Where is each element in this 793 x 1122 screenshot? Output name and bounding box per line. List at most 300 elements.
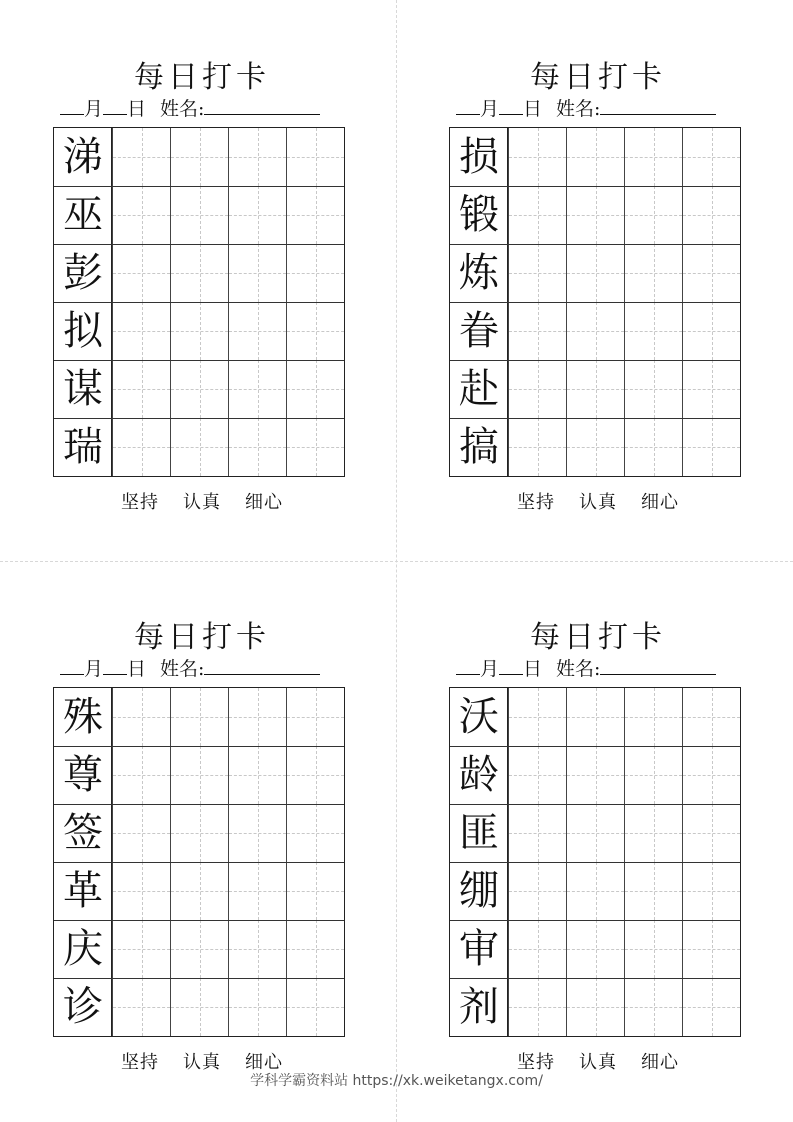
practice-card xyxy=(52,58,352,518)
practice-cell[interactable] xyxy=(508,688,566,746)
motto-word: 坚持 xyxy=(121,492,159,513)
grid-row xyxy=(54,302,344,360)
practice-cell[interactable] xyxy=(228,418,286,476)
practice-cell[interactable] xyxy=(286,128,344,186)
row-separator xyxy=(450,360,740,361)
guide-line-horizontal xyxy=(113,215,170,216)
practice-cell[interactable] xyxy=(112,862,170,920)
model-char-cell xyxy=(54,186,112,244)
practice-cell[interactable] xyxy=(624,804,682,862)
practice-cell[interactable] xyxy=(170,360,228,418)
guide-line-horizontal xyxy=(171,775,228,776)
motto-line xyxy=(448,488,748,514)
guide-line-horizontal xyxy=(509,389,566,390)
practice-cell[interactable] xyxy=(170,302,228,360)
practice-cell[interactable] xyxy=(112,302,170,360)
guide-line-horizontal xyxy=(229,949,286,950)
practice-cell[interactable] xyxy=(624,978,682,1036)
model-char-cell xyxy=(450,804,508,862)
practice-cell[interactable] xyxy=(682,746,740,804)
motto-line xyxy=(52,488,352,514)
practice-cell[interactable] xyxy=(508,360,566,418)
guide-line-horizontal xyxy=(113,273,170,274)
practice-cell[interactable] xyxy=(112,418,170,476)
motto-word: 细心 xyxy=(245,492,283,513)
practice-cell[interactable] xyxy=(566,418,624,476)
guide-line-horizontal xyxy=(567,447,624,448)
guide-line-horizontal xyxy=(287,949,344,950)
practice-cell[interactable] xyxy=(228,920,286,978)
guide-line-horizontal xyxy=(113,389,170,390)
practice-cell[interactable] xyxy=(682,302,740,360)
guide-line-horizontal xyxy=(625,157,682,158)
practice-cell[interactable] xyxy=(682,804,740,862)
row-separator xyxy=(54,746,344,747)
practice-cell[interactable] xyxy=(228,862,286,920)
guide-line-horizontal xyxy=(625,273,682,274)
guide-line-horizontal xyxy=(567,717,624,718)
practice-cell[interactable] xyxy=(170,688,228,746)
guide-line-horizontal xyxy=(625,1007,682,1008)
name-label: 姓名: xyxy=(160,98,205,120)
month-label: 月 xyxy=(84,98,104,120)
practice-cell[interactable] xyxy=(624,418,682,476)
model-char-cell xyxy=(54,978,112,1036)
writing-grid xyxy=(53,127,345,477)
grid-row xyxy=(54,920,344,978)
month-blank[interactable] xyxy=(456,96,480,115)
model-char-cell xyxy=(450,302,508,360)
model-char-cell xyxy=(450,418,508,476)
guide-line-horizontal xyxy=(509,215,566,216)
model-character: 签 xyxy=(63,810,103,856)
model-character: 审 xyxy=(459,926,499,972)
practice-cell[interactable] xyxy=(624,244,682,302)
practice-cell[interactable] xyxy=(566,862,624,920)
practice-card xyxy=(448,58,748,518)
writing-grid xyxy=(449,687,741,1037)
guide-line-horizontal xyxy=(229,833,286,834)
guide-line-horizontal xyxy=(171,215,228,216)
model-char-cell xyxy=(54,302,112,360)
grid-row xyxy=(450,186,740,244)
practice-cell[interactable] xyxy=(566,360,624,418)
month-blank[interactable] xyxy=(60,96,84,115)
motto-word: 细心 xyxy=(641,1052,679,1073)
practice-cell[interactable] xyxy=(170,862,228,920)
day-blank[interactable] xyxy=(103,96,127,115)
practice-cell[interactable] xyxy=(682,418,740,476)
model-character: 沃 xyxy=(459,694,499,740)
guide-line-horizontal xyxy=(229,215,286,216)
practice-cell[interactable] xyxy=(286,804,344,862)
practice-cell[interactable] xyxy=(228,186,286,244)
guide-line-horizontal xyxy=(625,775,682,776)
row-separator xyxy=(450,920,740,921)
practice-cell[interactable] xyxy=(682,360,740,418)
model-character: 庆 xyxy=(63,926,103,972)
grid-row xyxy=(450,804,740,862)
motto-word: 认真 xyxy=(579,492,617,513)
practice-cell[interactable] xyxy=(682,244,740,302)
card-title: 每日打卡 xyxy=(134,60,270,95)
guide-line-horizontal xyxy=(113,157,170,158)
model-character: 拟 xyxy=(63,308,103,354)
grid-row xyxy=(54,244,344,302)
guide-line-horizontal xyxy=(171,833,228,834)
model-character: 龄 xyxy=(459,752,499,798)
month-label: 月 xyxy=(84,658,104,680)
motto-word: 认真 xyxy=(579,1052,617,1073)
guide-line-horizontal xyxy=(171,273,228,274)
row-separator xyxy=(450,244,740,245)
guide-line-horizontal xyxy=(625,833,682,834)
model-character: 赴 xyxy=(459,366,499,412)
practice-cell[interactable] xyxy=(112,688,170,746)
practice-cell[interactable] xyxy=(566,688,624,746)
practice-cell[interactable] xyxy=(566,920,624,978)
practice-cell[interactable] xyxy=(112,746,170,804)
motto-word: 细心 xyxy=(245,1052,283,1073)
practice-card xyxy=(52,618,352,1078)
model-character: 彭 xyxy=(63,250,103,296)
practice-cell[interactable] xyxy=(286,688,344,746)
practice-cell[interactable] xyxy=(170,418,228,476)
practice-cell[interactable] xyxy=(228,360,286,418)
guide-line-horizontal xyxy=(229,273,286,274)
practice-cell[interactable] xyxy=(170,186,228,244)
practice-cell[interactable] xyxy=(566,804,624,862)
row-separator xyxy=(450,186,740,187)
practice-cell[interactable] xyxy=(228,302,286,360)
practice-card xyxy=(448,618,748,1078)
practice-cell[interactable] xyxy=(508,128,566,186)
date-name-line xyxy=(456,656,746,682)
guide-line-horizontal xyxy=(625,215,682,216)
model-char-cell xyxy=(54,862,112,920)
month-label: 月 xyxy=(480,98,500,120)
guide-line-horizontal xyxy=(113,775,170,776)
grid-row xyxy=(450,978,740,1036)
grid-row xyxy=(450,418,740,476)
practice-cell[interactable] xyxy=(624,360,682,418)
grid-row xyxy=(450,862,740,920)
practice-cell[interactable] xyxy=(624,128,682,186)
grid-row xyxy=(54,804,344,862)
practice-cell[interactable] xyxy=(170,128,228,186)
practice-cell[interactable] xyxy=(112,978,170,1036)
name-label: 姓名: xyxy=(556,98,601,120)
day-label: 日 xyxy=(523,658,543,680)
guide-line-horizontal xyxy=(509,891,566,892)
practice-cell[interactable] xyxy=(508,302,566,360)
model-character: 涕 xyxy=(63,134,103,180)
practice-cell[interactable] xyxy=(682,862,740,920)
practice-cell[interactable] xyxy=(286,418,344,476)
guide-line-horizontal xyxy=(229,775,286,776)
model-character: 革 xyxy=(63,868,103,914)
grid-row xyxy=(450,302,740,360)
practice-cell[interactable] xyxy=(682,978,740,1036)
guide-line-horizontal xyxy=(683,1007,740,1008)
practice-cell[interactable] xyxy=(170,746,228,804)
guide-line-horizontal xyxy=(509,447,566,448)
practice-cell[interactable] xyxy=(624,920,682,978)
guide-line-horizontal xyxy=(287,717,344,718)
motto-word: 认真 xyxy=(183,492,221,513)
practice-cell[interactable] xyxy=(566,302,624,360)
day-label: 日 xyxy=(127,98,147,120)
practice-cell[interactable] xyxy=(228,804,286,862)
model-character: 搞 xyxy=(459,424,499,470)
practice-cell[interactable] xyxy=(566,244,624,302)
day-blank[interactable] xyxy=(499,656,523,675)
guide-line-horizontal xyxy=(113,949,170,950)
practice-cell[interactable] xyxy=(112,360,170,418)
guide-line-horizontal xyxy=(683,157,740,158)
guide-line-horizontal xyxy=(287,891,344,892)
practice-cell[interactable] xyxy=(286,244,344,302)
model-character: 谋 xyxy=(63,366,103,412)
practice-cell[interactable] xyxy=(286,862,344,920)
grid-row xyxy=(54,746,344,804)
model-char-cell xyxy=(450,920,508,978)
practice-cell[interactable] xyxy=(624,746,682,804)
guide-line-horizontal xyxy=(171,949,228,950)
model-character: 炼 xyxy=(459,250,499,296)
guide-line-horizontal xyxy=(683,949,740,950)
guide-line-horizontal xyxy=(567,157,624,158)
guide-line-horizontal xyxy=(287,1007,344,1008)
practice-cell[interactable] xyxy=(112,128,170,186)
day-blank[interactable] xyxy=(103,656,127,675)
guide-line-horizontal xyxy=(683,273,740,274)
guide-line-horizontal xyxy=(509,949,566,950)
model-char-cell xyxy=(54,804,112,862)
row-separator xyxy=(54,804,344,805)
guide-line-horizontal xyxy=(229,891,286,892)
guide-line-horizontal xyxy=(113,447,170,448)
guide-line-horizontal xyxy=(287,157,344,158)
motto-word: 坚持 xyxy=(517,492,555,513)
practice-cell[interactable] xyxy=(286,360,344,418)
guide-line-horizontal xyxy=(625,389,682,390)
guide-line-horizontal xyxy=(683,215,740,216)
practice-cell[interactable] xyxy=(624,302,682,360)
grid-row xyxy=(54,418,344,476)
guide-line-horizontal xyxy=(171,1007,228,1008)
row-separator xyxy=(54,244,344,245)
model-character: 尊 xyxy=(63,752,103,798)
footer-watermark: 学科学霸资料站 https://xk.weiketangx.com/ xyxy=(250,1073,543,1089)
name-label: 姓名: xyxy=(556,658,601,680)
practice-cell[interactable] xyxy=(508,978,566,1036)
guide-line-horizontal xyxy=(683,775,740,776)
guide-line-horizontal xyxy=(567,331,624,332)
practice-cell[interactable] xyxy=(682,186,740,244)
guide-line-horizontal xyxy=(567,775,624,776)
guide-line-horizontal xyxy=(625,447,682,448)
guide-line-horizontal xyxy=(567,833,624,834)
practice-cell[interactable] xyxy=(682,920,740,978)
grid-row xyxy=(54,688,344,746)
model-char-cell xyxy=(54,688,112,746)
model-char-cell xyxy=(54,746,112,804)
practice-cell[interactable] xyxy=(286,978,344,1036)
row-separator xyxy=(450,302,740,303)
guide-line-horizontal xyxy=(171,717,228,718)
practice-cell[interactable] xyxy=(112,804,170,862)
practice-cell[interactable] xyxy=(286,186,344,244)
name-blank[interactable] xyxy=(600,96,716,115)
grid-row xyxy=(450,688,740,746)
month-blank[interactable] xyxy=(456,656,480,675)
guide-line-horizontal xyxy=(509,833,566,834)
row-separator xyxy=(54,186,344,187)
practice-cell[interactable] xyxy=(170,978,228,1036)
motto-word: 坚持 xyxy=(121,1052,159,1073)
practice-cell[interactable] xyxy=(566,746,624,804)
practice-cell[interactable] xyxy=(286,746,344,804)
model-character: 巫 xyxy=(63,192,103,238)
model-character: 瑞 xyxy=(63,424,103,470)
guide-line-horizontal xyxy=(287,215,344,216)
guide-line-horizontal xyxy=(567,891,624,892)
date-name-line xyxy=(60,96,350,122)
guide-line-horizontal xyxy=(287,331,344,332)
practice-cell[interactable] xyxy=(624,688,682,746)
name-blank[interactable] xyxy=(600,656,716,675)
grid-row xyxy=(54,186,344,244)
practice-cell[interactable] xyxy=(566,978,624,1036)
guide-line-horizontal xyxy=(683,891,740,892)
month-label: 月 xyxy=(480,658,500,680)
practice-cell[interactable] xyxy=(170,920,228,978)
practice-cell[interactable] xyxy=(112,244,170,302)
practice-cell[interactable] xyxy=(228,128,286,186)
practice-cell[interactable] xyxy=(228,746,286,804)
guide-line-horizontal xyxy=(567,1007,624,1008)
model-character: 殊 xyxy=(63,694,103,740)
practice-cell[interactable] xyxy=(508,418,566,476)
model-char-cell xyxy=(450,862,508,920)
practice-cell[interactable] xyxy=(228,688,286,746)
guide-line-horizontal xyxy=(567,273,624,274)
name-blank[interactable] xyxy=(204,656,320,675)
guide-line-horizontal xyxy=(625,891,682,892)
guide-line-horizontal xyxy=(567,949,624,950)
model-char-cell xyxy=(54,920,112,978)
practice-cell[interactable] xyxy=(112,186,170,244)
guide-line-horizontal xyxy=(113,717,170,718)
guide-line-horizontal xyxy=(625,717,682,718)
guide-line-horizontal xyxy=(229,331,286,332)
guide-line-horizontal xyxy=(171,331,228,332)
model-char-cell xyxy=(54,244,112,302)
row-separator xyxy=(54,418,344,419)
practice-cell[interactable] xyxy=(566,186,624,244)
practice-cell[interactable] xyxy=(286,302,344,360)
card-title: 每日打卡 xyxy=(530,60,666,95)
date-name-line xyxy=(60,656,350,682)
practice-cell[interactable] xyxy=(682,128,740,186)
guide-line-horizontal xyxy=(113,1007,170,1008)
name-blank[interactable] xyxy=(204,96,320,115)
day-blank[interactable] xyxy=(499,96,523,115)
row-separator xyxy=(54,360,344,361)
practice-cell[interactable] xyxy=(112,920,170,978)
guide-line-horizontal xyxy=(287,389,344,390)
practice-cell[interactable] xyxy=(624,862,682,920)
practice-cell[interactable] xyxy=(508,186,566,244)
guide-line-horizontal xyxy=(625,949,682,950)
guide-line-horizontal xyxy=(287,833,344,834)
practice-cell[interactable] xyxy=(508,244,566,302)
practice-cell[interactable] xyxy=(228,978,286,1036)
model-char-cell xyxy=(450,746,508,804)
practice-cell[interactable] xyxy=(566,128,624,186)
guide-line-horizontal xyxy=(509,1007,566,1008)
row-separator xyxy=(54,302,344,303)
grid-row xyxy=(54,978,344,1036)
practice-cell[interactable] xyxy=(624,186,682,244)
model-character: 绷 xyxy=(459,868,499,914)
guide-line-horizontal xyxy=(171,389,228,390)
row-separator xyxy=(54,978,344,979)
practice-cell[interactable] xyxy=(508,920,566,978)
guide-line-horizontal xyxy=(567,389,624,390)
guide-line-horizontal xyxy=(171,891,228,892)
card-title: 每日打卡 xyxy=(530,620,666,655)
guide-line-horizontal xyxy=(171,157,228,158)
practice-cell[interactable] xyxy=(286,920,344,978)
guide-line-horizontal xyxy=(287,273,344,274)
guide-line-horizontal xyxy=(509,717,566,718)
model-char-cell xyxy=(450,688,508,746)
guide-line-horizontal xyxy=(113,331,170,332)
practice-cell[interactable] xyxy=(508,862,566,920)
row-separator xyxy=(450,418,740,419)
row-separator xyxy=(450,804,740,805)
grid-row xyxy=(54,360,344,418)
model-char-cell xyxy=(450,128,508,186)
guide-line-horizontal xyxy=(683,833,740,834)
motto-word: 坚持 xyxy=(517,1052,555,1073)
model-char-cell xyxy=(54,418,112,476)
date-name-line xyxy=(456,96,746,122)
day-label: 日 xyxy=(127,658,147,680)
row-separator xyxy=(450,746,740,747)
guide-line-horizontal xyxy=(509,157,566,158)
month-blank[interactable] xyxy=(60,656,84,675)
grid-row xyxy=(450,128,740,186)
model-character: 锻 xyxy=(459,192,499,238)
practice-cell[interactable] xyxy=(170,804,228,862)
practice-cell[interactable] xyxy=(508,804,566,862)
motto-word: 认真 xyxy=(183,1052,221,1073)
row-separator xyxy=(54,920,344,921)
grid-row xyxy=(450,360,740,418)
model-character: 匪 xyxy=(459,810,499,856)
practice-cell[interactable] xyxy=(508,746,566,804)
guide-line-horizontal xyxy=(509,331,566,332)
grid-row xyxy=(450,244,740,302)
guide-line-horizontal xyxy=(683,331,740,332)
practice-cell[interactable] xyxy=(228,244,286,302)
horizontal-cut-line xyxy=(0,561,793,562)
practice-cell[interactable] xyxy=(170,244,228,302)
practice-cell[interactable] xyxy=(682,688,740,746)
